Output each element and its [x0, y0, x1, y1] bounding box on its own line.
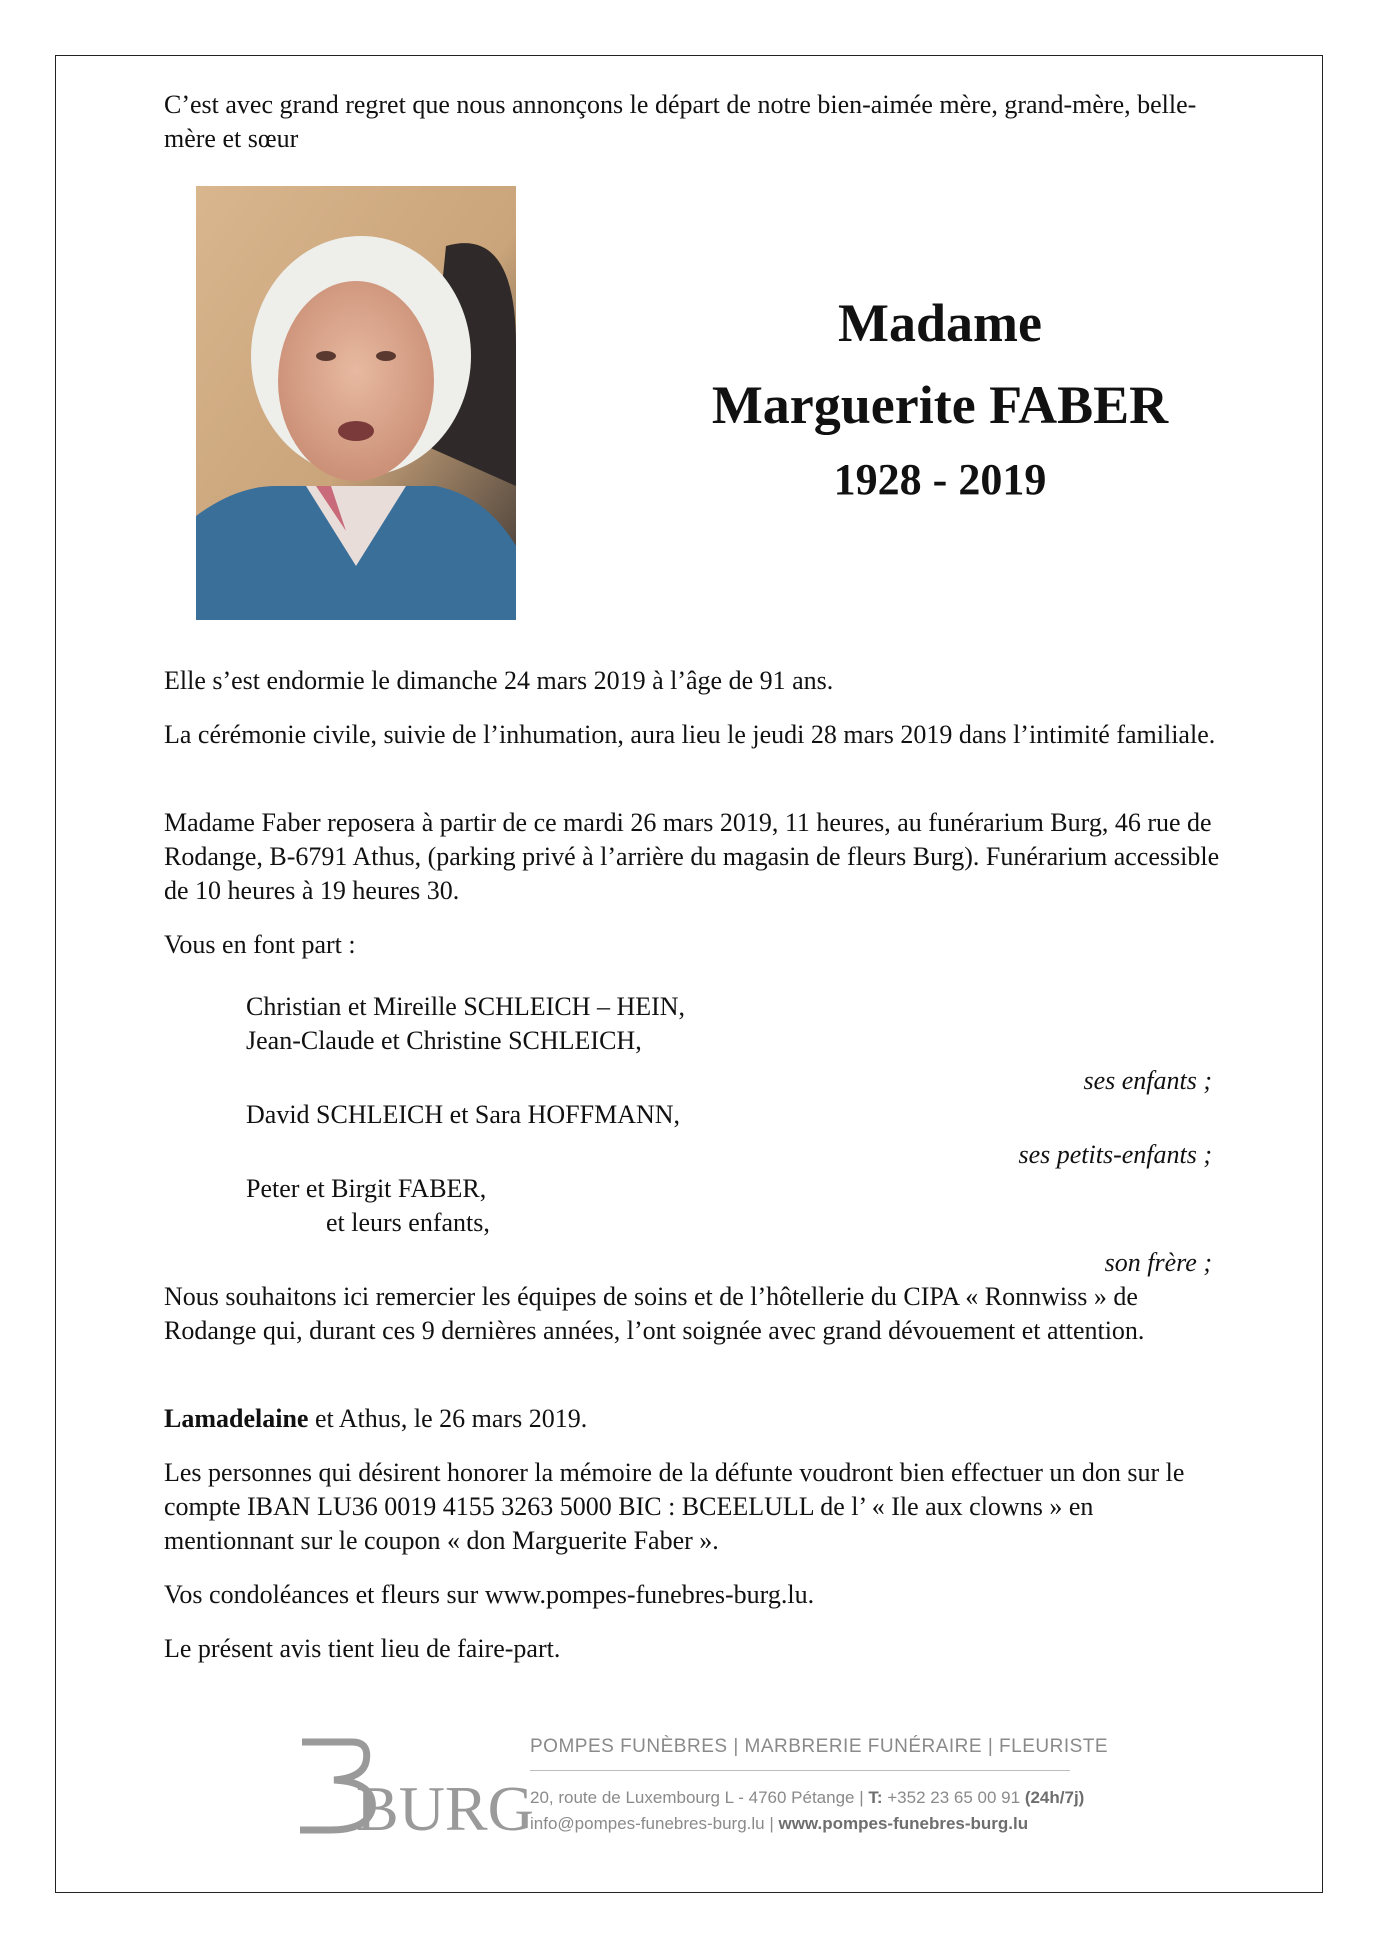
place-date-rest: et Athus, le 26 mars 2019.	[308, 1404, 588, 1433]
place-bold: Lamadelaine	[164, 1404, 309, 1433]
deceased-name: Marguerite FABER	[711, 375, 1169, 435]
grandchildren-relation: ses petits-enfants ;	[1018, 1140, 1212, 1169]
thanks-paragraph: Nous souhaitons ici remercier les équipes de soins et de l’hôtellerie du CIPA « Ronnwiss » de Rodange qui, durant ces 9 dernières années, l’ont soignée avec grand dévouement et attention.	[164, 1282, 1145, 1345]
burg-logo	[292, 1730, 534, 1844]
burg-logo-text: BURG	[356, 1773, 534, 1844]
footer-contact-line	[530, 1814, 1028, 1834]
footer-website[interactable]: www.pompes-funebres-burg.lu	[778, 1814, 1029, 1833]
donation-paragraph: Les personnes qui désirent honorer la mémoire de la défunte voudront bien effectuer un don sur le compte IBAN LU36 0019 4155 3263 5000 BIC : BCEELULL de l’ « Ile aux clowns » en mentionnant sur le coupon « don Marguerite Faber ».	[164, 1458, 1185, 1555]
footer-divider	[530, 1770, 1070, 1771]
footer-address-line	[530, 1788, 1084, 1808]
condolences-paragraph: Vos condoléances et fleurs sur www.pompes-funebres-burg.lu.	[164, 1580, 815, 1609]
notice-paragraph: Le présent avis tient lieu de faire-part.	[164, 1634, 561, 1663]
children-line-2: Jean-Claude et Christine SCHLEICH,	[246, 1026, 642, 1055]
footer-email: info@pompes-funebres-burg.lu |	[530, 1814, 779, 1833]
portrait-icon	[196, 186, 516, 620]
children-line-1: Christian et Mireille SCHLEICH – HEIN,	[246, 992, 686, 1021]
life-years: 1928 - 2019	[833, 455, 1047, 504]
brother-relation: son frère ;	[1104, 1248, 1212, 1277]
grandchildren-line: David SCHLEICH et Sara HOFFMANN,	[246, 1100, 681, 1129]
intro-text: C’est avec grand regret que nous annonçons le départ de notre bien-aimée mère, grand-mère, belle-mère et sœur	[164, 90, 1197, 153]
children-relation: ses enfants ;	[1083, 1066, 1212, 1095]
brother-line: Peter et Birgit FABER,	[246, 1174, 487, 1203]
portrait-photo	[196, 186, 516, 620]
place-date	[164, 1402, 1224, 1436]
footer-phone-hours: (24h/7j)	[1024, 1788, 1085, 1807]
announce-paragraph: Vous en font part :	[164, 930, 356, 959]
death-paragraph: Elle s’est endormie le dimanche 24 mars 2019 à l’âge de 91 ans.	[164, 666, 834, 695]
footer-phone-label: T:	[868, 1788, 883, 1807]
brother-children-line: et leurs enfants,	[326, 1208, 490, 1237]
footer-phone: +352 23 65 00 91	[882, 1788, 1025, 1807]
salutation: Madame	[838, 293, 1042, 353]
ceremony-paragraph: La cérémonie civile, suivie de l’inhumation, aura lieu le jeudi 28 mars 2019 dans l’intimité familiale.	[164, 720, 1216, 749]
footer-services: POMPES FUNÈBRES | MARBRERIE FUNÉRAIRE | FLEURISTE	[530, 1736, 1109, 1757]
burg-logo-icon	[292, 1730, 534, 1844]
viewing-paragraph: Madame Faber reposera à partir de ce mardi 26 mars 2019, 11 heures, au funérarium Burg, 46 rue de Rodange, B-6791 Athus, (parking privé à l’arrière du magasin de fleurs Burg). Funérarium accessible de 10 heures à 19 heures 30.	[164, 808, 1220, 905]
footer-address: 20, route de Luxembourg L - 4760 Pétange |	[530, 1788, 869, 1807]
